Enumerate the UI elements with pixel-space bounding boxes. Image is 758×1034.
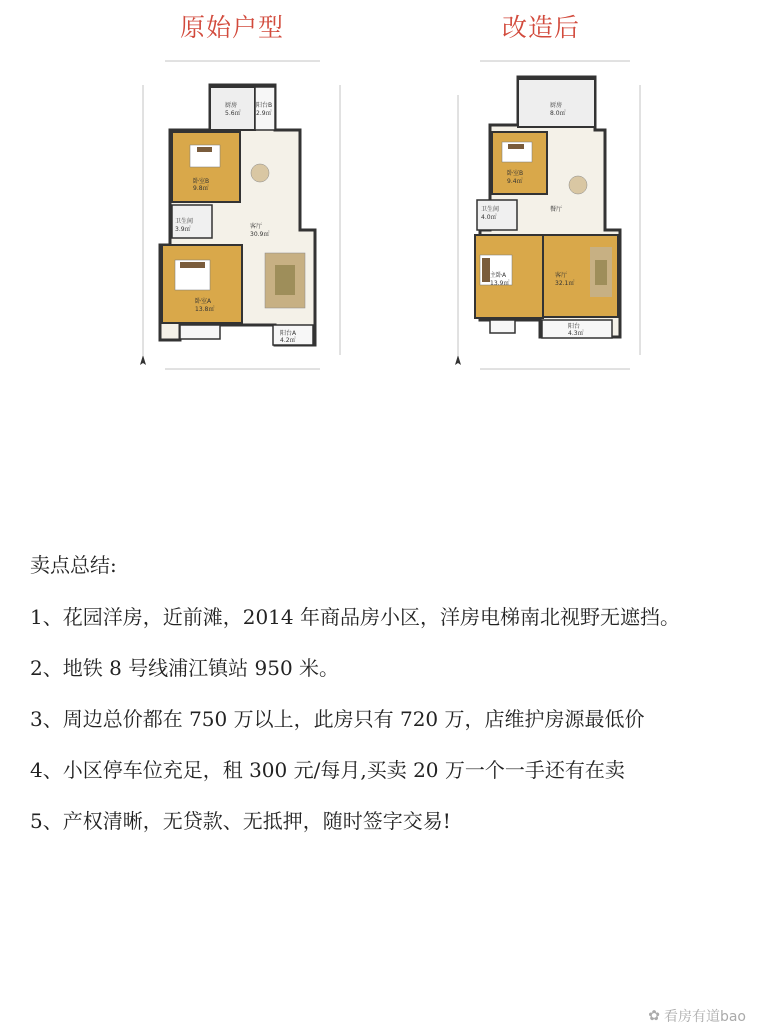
floorplan-renovated	[450, 55, 650, 375]
room-master-label-after: 主卧A	[490, 272, 507, 279]
room-bathroom-label: 卫生间	[175, 218, 194, 225]
room-bedroom-b-area-after: 9.4㎡	[507, 178, 523, 185]
room-bedroom-b-label: 卧室B	[193, 178, 210, 185]
summary-item: 5、产权清晰，无贷款、无抵押，随时签字交易!	[30, 809, 451, 833]
summary-item: 1、花园洋房，近前滩，2014 年商品房小区，洋房电梯南北视野无遮挡。	[30, 605, 680, 629]
title-original-layout: 原始户型	[180, 13, 285, 42]
room-living-label-after: 客厅	[555, 272, 568, 279]
room-bathroom-area: 3.9㎡	[175, 226, 191, 233]
room-kitchen-area-after: 8.0㎡	[550, 110, 566, 117]
room-balcony-label-after: 阳台	[568, 323, 581, 330]
room-bathroom-area-after: 4.0㎡	[481, 214, 497, 221]
summary-item: 2、地铁 8 号线浦江镇站 950 米。	[30, 656, 340, 680]
summary-item: 4、小区停车位充足，租 300 元/每月,买卖 20 万一个一手还有在卖	[30, 758, 625, 782]
north-arrow-icon	[455, 355, 461, 365]
room-balcony-b-area: 2.9㎡	[256, 110, 272, 117]
room-living-area: 30.9㎡	[250, 231, 270, 238]
summary-heading: 卖点总结:	[30, 553, 117, 577]
watermark-text: 看房有道bao	[663, 1009, 746, 1025]
room-kitchen-area: 5.6㎡	[225, 110, 241, 117]
room-bedroom-a-label: 卧室A	[195, 298, 212, 305]
summary-item: 3、周边总价都在 750 万以上，此房只有 720 万，店维护房源最低价	[30, 707, 645, 731]
room-balcony-a-area: 4.2㎡	[280, 337, 296, 344]
room-balcony-b-label: 阳台B	[256, 102, 273, 109]
room-bedroom-b-label-after: 卧室B	[507, 170, 524, 177]
room-kitchen-label-after: 厨房	[550, 102, 563, 109]
room-bathroom-label-after: 卫生间	[481, 206, 500, 213]
selling-points-summary	[30, 548, 730, 855]
floorplan-original	[135, 55, 350, 375]
room-living-area-after: 32.1㎡	[555, 280, 575, 287]
room-balcony-a-label: 阳台A	[280, 330, 297, 337]
watermark-logo-icon: ✿	[648, 1008, 660, 1024]
room-dining-label-after: 餐厅	[550, 206, 563, 213]
watermark	[648, 1006, 746, 1026]
room-bedroom-a-area: 13.8㎡	[195, 306, 215, 313]
north-arrow-icon	[140, 355, 146, 365]
room-living-label: 客厅	[250, 223, 263, 230]
room-master-area-after: 13.9㎡	[490, 280, 510, 287]
title-renovated-layout: 改造后	[502, 13, 581, 42]
room-kitchen-label: 厨房	[225, 102, 238, 109]
room-bedroom-b-area: 9.8㎡	[193, 185, 209, 192]
room-balcony-area-after: 4.3㎡	[568, 330, 584, 337]
